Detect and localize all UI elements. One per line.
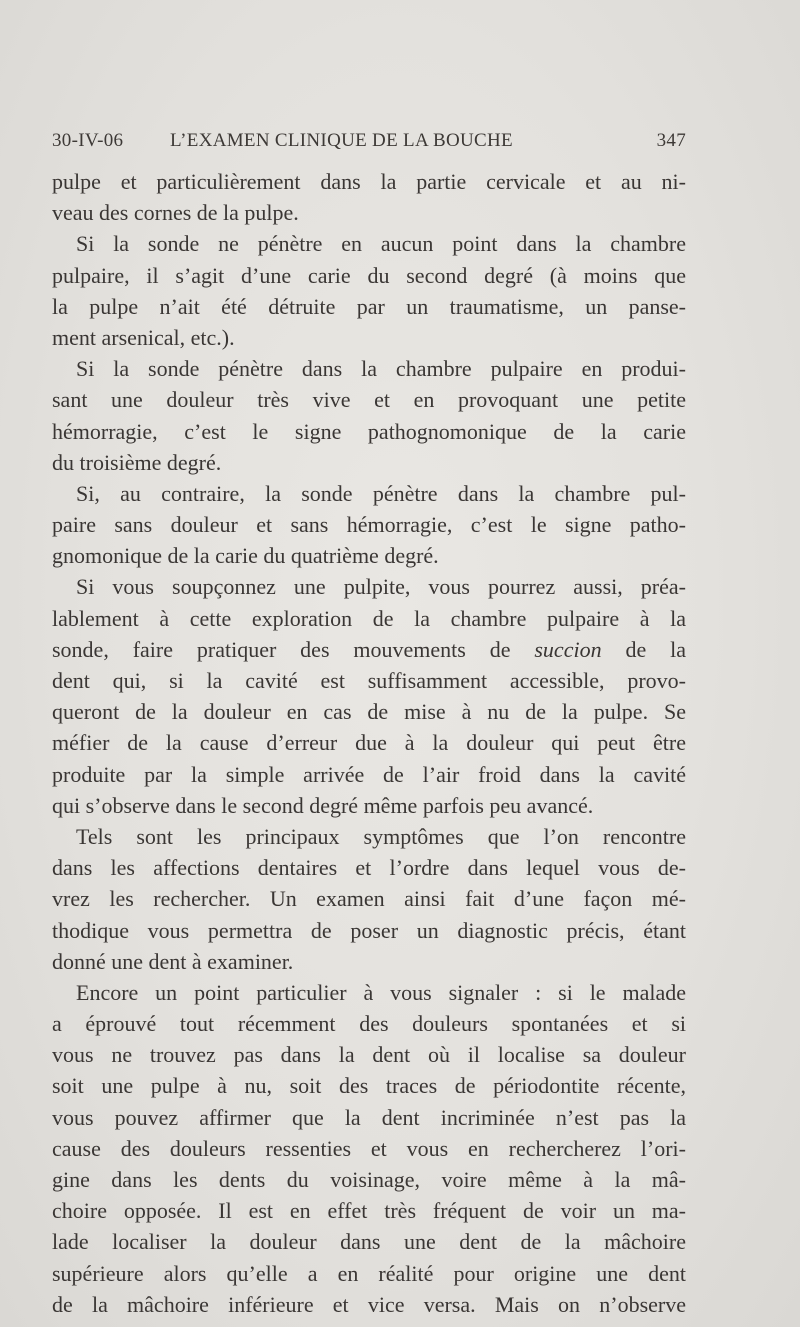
- text-line: vrez les rechercher. Un examen ainsi fait d’une façon mé-: [52, 886, 686, 912]
- text-line: dent qui, si la cavité est suffisamment accessible, provo-: [52, 668, 686, 693]
- text-line: pulpaire, il s’agit d’une carie du second degré (à moins que: [52, 262, 686, 288]
- text-line-part: sonde, faire pratiquer des mouvements de: [52, 636, 511, 662]
- text-line: Si la sonde ne pénètre en aucun point dans la chambre: [76, 231, 686, 257]
- text-line: lablement à cette exploration de la chambre pulpaire à la: [52, 605, 686, 631]
- text-line: Si, au contraire, la sonde pénètre dans la chambre pul-: [76, 480, 686, 506]
- page-number: 347: [656, 130, 686, 151]
- text-line-part: de la: [625, 636, 686, 662]
- running-header: [52, 130, 686, 166]
- text-line: vous ne trouvez pas dans la dent où il localise sa douleur: [52, 1042, 686, 1068]
- text-line: Si la sonde pénètre dans la chambre pulpaire en produi-: [76, 356, 686, 382]
- italic-term: succion: [534, 636, 602, 662]
- text-line: a éprouvé tout récemment des douleurs spontanées et si: [52, 1011, 686, 1037]
- text-line: de la mâchoire inférieure et vice versa. Mais on n’observe: [52, 1291, 686, 1317]
- text-line: Si vous soupçonnez une pulpite, vous pourrez aussi, préa-: [76, 574, 686, 600]
- text-line: Encore un point particulier à vous signaler : si le malade: [76, 979, 686, 1005]
- text-line: [52, 634, 686, 665]
- text-line: veau des cornes de la pulpe.: [52, 200, 299, 226]
- text-line: lade localiser la douleur dans une dent de la mâchoire: [52, 1229, 686, 1255]
- text-line: hémorragie, c’est le signe pathognomonique de la carie: [52, 418, 686, 444]
- text-line: la pulpe n’ait été détruite par un traumatisme, un panse-: [52, 293, 686, 319]
- text-line: paire sans douleur et sans hémorragie, c’est le signe patho-: [52, 512, 686, 538]
- text-line: donné une dent à examiner.: [52, 948, 294, 974]
- text-line: sant une douleur très vive et en provoquant une petite: [52, 387, 686, 413]
- text-line: gnomonique de la carie du quatrième degré.: [52, 543, 439, 569]
- text-line: supérieure alors qu’elle a en réalité pour origine une dent: [52, 1260, 686, 1286]
- text-line: du troisième degré.: [52, 449, 222, 475]
- text-line: cause des douleurs ressenties et vous en rechercherez l’ori-: [52, 1135, 686, 1161]
- text-line: dans les affections dentaires et l’ordre dans lequel vous de-: [52, 855, 686, 881]
- text-line: ment arsenical, etc.).: [52, 324, 235, 350]
- text-line: qui s’observe dans le second degré même parfois peu avancé.: [52, 792, 594, 818]
- text-line: choire opposée. Il est en effet très fréquent de voir un ma-: [52, 1198, 686, 1224]
- text-line: thodique vous permettra de poser un diagnostic précis, étant: [52, 917, 686, 943]
- text-line: gine dans les dents du voisinage, voire même à la mâ-: [52, 1167, 686, 1192]
- text-line: produite par la simple arrivée de l’air froid dans la cavité: [52, 761, 686, 787]
- text-line: queront de la douleur en cas de mise à nu de la pulpe. Se: [52, 699, 686, 725]
- header-title: L’EXAMEN CLINIQUE DE LA BOUCHE: [170, 130, 513, 151]
- body-text: [52, 166, 686, 1320]
- text-line: soit une pulpe à nu, soit des traces de périodontite récente,: [52, 1073, 686, 1099]
- text-line: Tels sont les principaux symptômes que l’on rencontre: [76, 823, 686, 849]
- text-line: pulpe et particulièrement dans la partie cervicale et au ni-: [52, 169, 686, 194]
- text-line: méfier de la cause d’erreur due à la douleur qui peut être: [52, 730, 686, 756]
- header-date: 30-IV-06: [52, 130, 124, 151]
- text-line: vous pouvez affirmer que la dent incriminée n’est pas la: [52, 1104, 686, 1130]
